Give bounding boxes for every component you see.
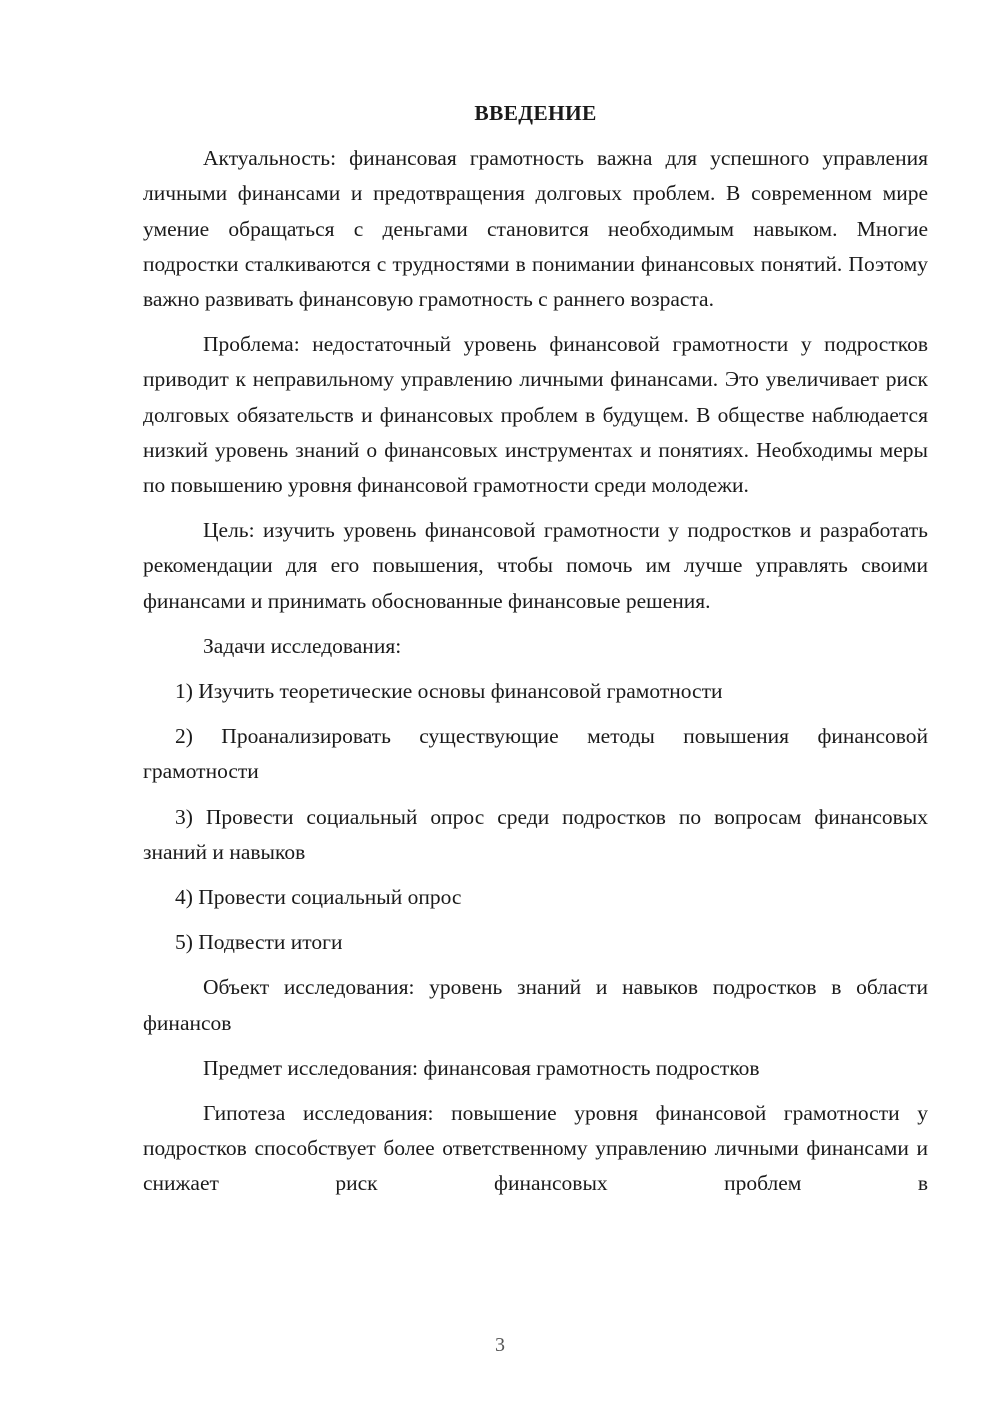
object-paragraph: Объект исследования: уровень знаний и навыков подростков в области финансов — [143, 975, 928, 1035]
goal-paragraph: Цель: изучить уровень финансовой грамотности у подростков и разработать рекомендации для его повышения, чтобы помочь им лучше управлять своими финансами и принимать обоснованные финансовые решения. — [143, 518, 928, 613]
page-number: 3 — [495, 1334, 505, 1356]
task-item-3: 3) Провести социальный опрос среди подростков по вопросам финансовых знаний и навыков — [143, 804, 928, 864]
task-item-2: 2) Проанализировать существующие методы повышения финансовой грамотности — [143, 724, 928, 784]
task-item-4: 4) Провести социальный опрос — [175, 885, 462, 910]
document-page — [143, 96, 928, 1212]
tasks-heading: Задачи исследования: — [203, 633, 402, 658]
problem-paragraph: Проблема: недостаточный уровень финансовой грамотности у подростков приводит к неправильному управлению личными финансами. Это увеличивает риск долговых обязательств и финансовых проблем в будущем. В обществе наблюдается низкий уровень знаний о финансовых инструментах и понятиях. Необходимы меры по повышению уровня финансовой грамотности среди молодежи. — [143, 332, 928, 498]
relevance-paragraph: Актуальность: финансовая грамотность важна для успешного управления личными финансами и предотвращения долговых проблем. В современном мире умение обращаться с деньгами становится необходимым навыком. Многие подростки сталкиваются с трудностями в понимании финансовых понятий. Поэтому важно развивать финансовую грамотность с раннего возраста. — [143, 146, 928, 312]
subject-paragraph: Предмет исследования: финансовая грамотность подростков — [203, 1055, 760, 1080]
task-item-1: 1) Изучить теоретические основы финансовой грамотности — [175, 679, 723, 704]
task-item-5: 5) Подвести итоги — [175, 930, 343, 955]
hypothesis-paragraph: Гипотеза исследования: повышение уровня финансовой грамотности у подростков способствует более ответственному управлению личными финансами и снижает риск финансовых проблем в — [143, 1101, 928, 1196]
section-title: ВВЕДЕНИЕ — [474, 101, 597, 125]
